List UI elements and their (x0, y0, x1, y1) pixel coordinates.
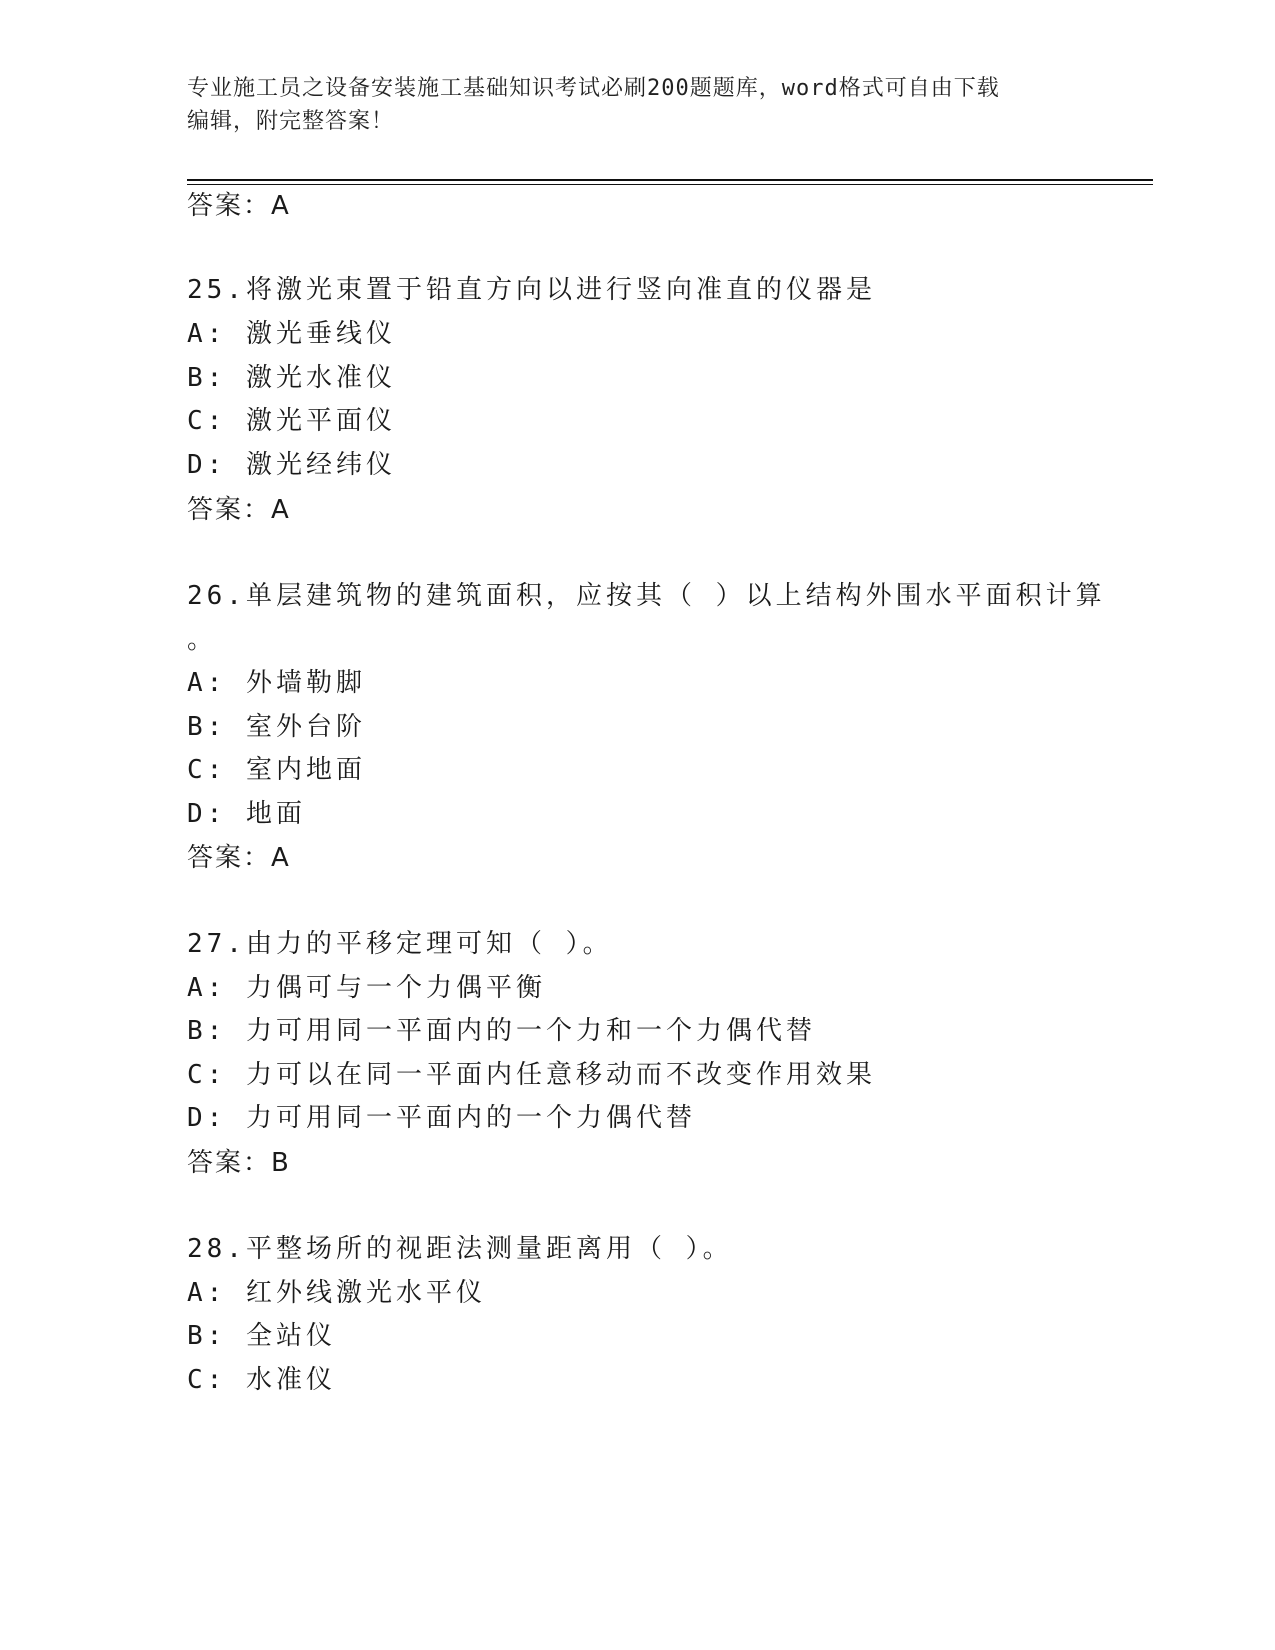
question-25-option-a: A: 激光垂线仪 (187, 319, 396, 349)
answer-26: 答案：A (187, 843, 291, 873)
question-26-text: 26.单层建筑物的建筑面积，应按其（ ）以上结构外围水平面积计算 (187, 581, 1106, 611)
question-27-option-d: D: 力可用同一平面内的一个力偶代替 (187, 1103, 696, 1133)
header-title-line-1: 专业施工员之设备安装施工基础知识考试必刷200题题库，word格式可自由下载 (187, 76, 1000, 101)
question-27-option-a: A: 力偶可与一个力偶平衡 (187, 973, 546, 1003)
question-26-option-c: C: 室内地面 (187, 755, 366, 785)
question-27-option-c: C: 力可以在同一平面内任意移动而不改变作用效果 (187, 1060, 876, 1090)
header-title-line-2: 编辑，附完整答案！ (187, 109, 395, 134)
question-26-option-d: D: 地面 (187, 799, 306, 829)
question-26-option-b: B: 室外台阶 (187, 712, 366, 742)
question-25-text: 25.将激光束置于铅直方向以进行竖向准直的仪器是 (187, 275, 876, 305)
question-27-text: 27.由力的平移定理可知（ ）。 (187, 929, 613, 959)
question-25-option-c: C: 激光平面仪 (187, 406, 396, 436)
question-25-option-d: D: 激光经纬仪 (187, 450, 396, 480)
question-28-text: 28.平整场所的视距法测量距离用（ ）。 (187, 1234, 733, 1264)
question-28-option-b: B: 全站仪 (187, 1321, 336, 1351)
header-divider-thick (187, 179, 1153, 181)
question-26-text-continued: 。 (187, 625, 218, 655)
question-27-option-b: B: 力可用同一平面内的一个力和一个力偶代替 (187, 1016, 816, 1046)
question-25-option-b: B: 激光水准仪 (187, 363, 396, 393)
question-28-option-a: A: 红外线激光水平仪 (187, 1278, 486, 1308)
question-28-option-c: C: 水准仪 (187, 1365, 336, 1395)
answer-25: 答案：A (187, 495, 291, 525)
header-divider-thin (187, 184, 1153, 185)
answer-24: 答案：A (187, 191, 291, 221)
document-header (187, 72, 1067, 138)
answer-27: 答案：B (187, 1148, 291, 1178)
question-26-option-a: A: 外墙勒脚 (187, 668, 366, 698)
